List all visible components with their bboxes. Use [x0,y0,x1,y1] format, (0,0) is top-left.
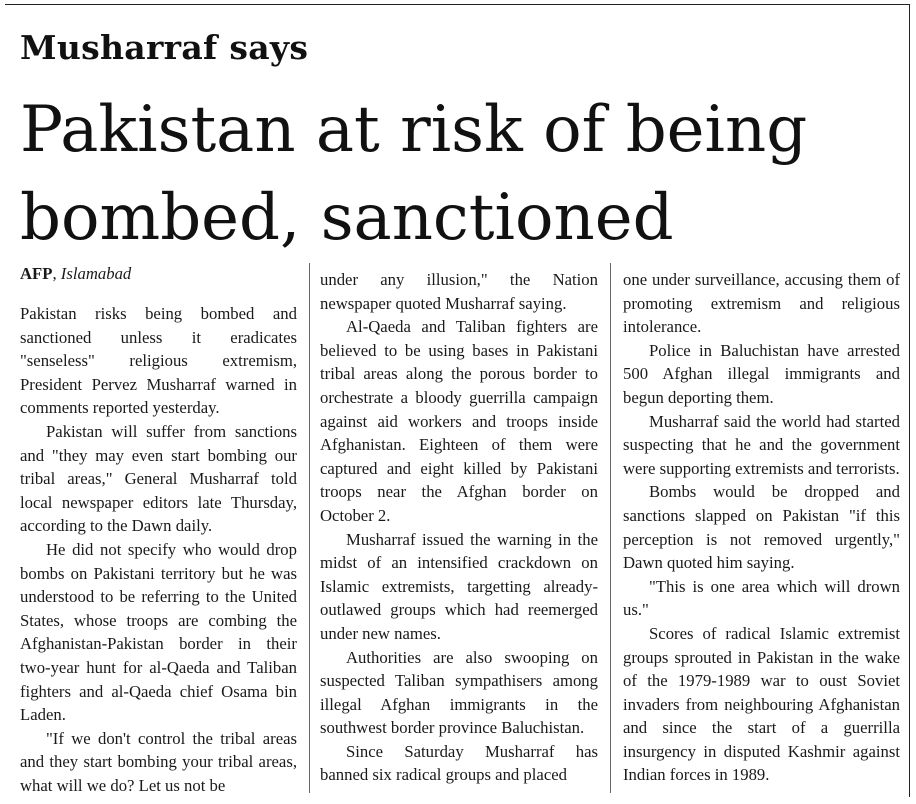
byline-place: Islamabad [60,264,132,283]
paragraph: one under surveillance, accusing them of promoting extremism and religious intolerance. [623,270,900,337]
byline [20,263,297,285]
paragraph: He did not specify who would drop bombs on Pakistani territory but he was understood to be referring to the United States, whose troops are combing the Afghanistan-Pakistan border in their two-year hunt for al-Qaeda and Taliban fighters and al-Qaeda chief Osama bin Laden. [20,539,297,725]
column-rule [309,263,310,793]
paragraph: Bombs would be dropped and sanctions slapped on Pakistan "if this perception is not removed urgently," Dawn quoted him saying. [623,482,900,573]
paragraph: Police in Baluchistan have arrested 500 Afghan illegal immigrants and begun deporting them. [623,340,900,407]
column-rule [610,263,611,793]
paragraph: "This is one area which will drown us." [623,576,900,620]
paragraph: Authorities are also swooping on suspected Taliban sympathisers among illegal Afghan immigrants in the southwest border province Baluchistan. [320,647,598,738]
paragraph: Since Saturday Musharraf has banned six radical groups and placed [320,741,598,785]
byline-separator: , [52,264,61,283]
article-column-3 [623,268,900,787]
paragraph: Al-Qaeda and Taliban fighters are believed to be using bases in Pakistani tribal areas along the porous border to orchestrate a bloody guerrilla campaign against aid workers and troops inside Afghanistan. Eighteen of them were captured and eight killed by Pakistani troops near the Afghan border on October 2. [320,317,598,525]
article-column-2 [320,268,598,787]
paragraph: Musharraf issued the warning in the midst of an intensified crackdown on Islamic extremists, targetting already-outlawed groups which had reemerged under new names. [320,529,598,643]
paragraph: Pakistan will suffer from sanctions and "they may even start bombing our tribal areas," General Musharraf told local newspaper editors late Thursday, according to the Dawn daily. [20,421,297,536]
paragraph: Musharraf said the world had started suspecting that he and the government were supporting extremists and terrorists. [623,411,900,478]
headline: Pakistan at risk of being bombed, sanctioned [20,93,808,255]
paragraph: under any illusion," the Nation newspaper quoted Musharraf saying. [320,270,598,313]
byline-agency: AFP [20,264,53,283]
paragraph: Pakistan risks being bombed and sanctioned unless it eradicates "senseless" religious extremism, President Pervez Musharraf warned in comments reported yesterday. [20,304,297,418]
kicker: Musharraf says [20,28,309,67]
paragraph: "If we don't control the tribal areas and they start bombing your tribal areas, what will we do? Let us not be [20,728,297,795]
paragraph: Scores of radical Islamic extremist groups sprouted in Pakistan in the wake of the 1979-1989 war to oust Soviet invaders from neighbouring Afghanistan and since the start of a guerrilla insurgency in disputed Kashmir against Indian forces in 1989. [623,623,900,785]
article-column-1 [20,263,297,797]
